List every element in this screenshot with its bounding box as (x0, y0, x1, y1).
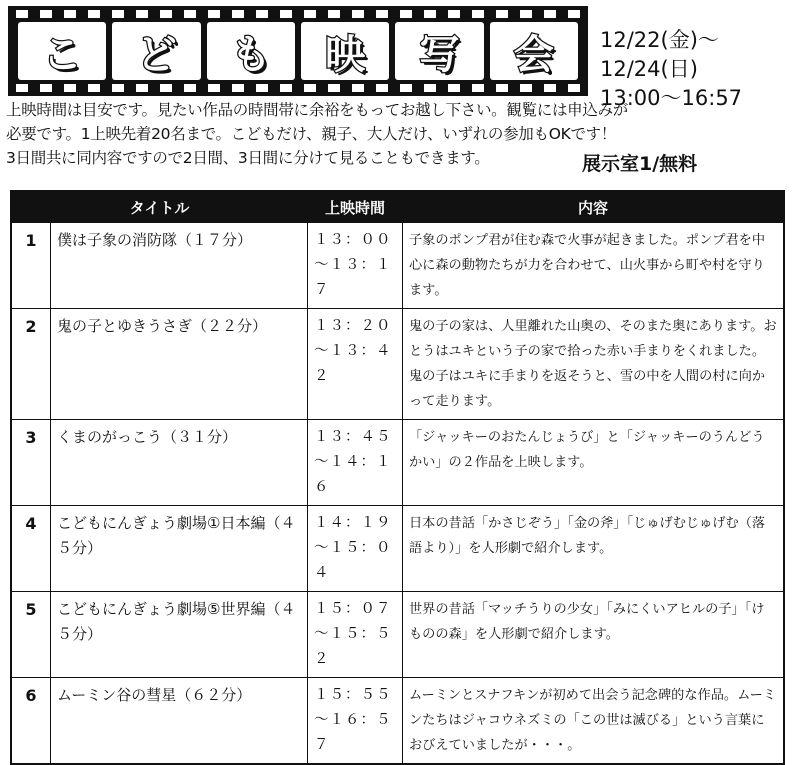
film-perforations-top (16, 10, 580, 18)
movie-description: 鬼の子の家は、人里離れた山奥の、そのまた奥にあります。おとうはユキという子の家で拾った赤い手まりをくれました。鬼の子はユキに手まりを返そうと、雪の中を人間の村に向かって走ります。 (403, 309, 785, 420)
movie-title: こどもにんぎょう劇場①日本編（４５分） (51, 506, 308, 592)
time-range: 13:00〜16:57 (600, 86, 743, 110)
title-frame (301, 22, 389, 80)
notice-line: 必要です。1上映先着20名まで。こどもだけ、親子、大人だけ、いずれの参加もOKです！ (6, 125, 617, 143)
movie-description: 日本の昔話「かさじぞう」「金の斧」「じゅげむじゅげむ（落語より）」を人形劇で紹介します。 (403, 506, 785, 592)
table-row (11, 678, 784, 765)
title-char: ど (136, 31, 177, 78)
title-char: 会 (513, 31, 554, 78)
showtime: １３：２０ 〜１３：４２ (308, 309, 403, 420)
showtime: １３：４５ 〜１４：１６ (308, 420, 403, 506)
notice-line: 3日間共に同内容ですので2日間、3日間に分けて見ることもできます。 (6, 149, 490, 167)
movie-description: 子象のポンプ君が住む森で火事が起きました。ポンプ君を中心に森の動物たちが力を合わせて、山火事から町や村を守ります。 (403, 223, 785, 309)
schedule-table (10, 190, 785, 765)
showtime: １４：１９ 〜１５：０４ (308, 506, 403, 592)
title-char: こ (42, 31, 83, 78)
row-number: 2 (11, 309, 51, 420)
movie-description: 世界の昔話「マッチうりの少女」「みにくいアヒルの子」「けものの森」を人形劇で紹介します。 (403, 592, 785, 678)
header-content: 内容 (403, 191, 785, 223)
movie-description: 「ジャッキーのおたんじょうび」と「ジャッキーのうんどうかい」の２作品を上映します。 (403, 420, 785, 506)
title-frame (395, 22, 483, 80)
date-range: 12/22(金)〜12/24(日) (600, 28, 719, 81)
row-number: 4 (11, 506, 51, 592)
movie-title: 鬼の子とゆきうさぎ（２２分） (51, 309, 308, 420)
title-char: 映 (325, 31, 366, 78)
title-char: も (230, 31, 271, 78)
title-char: 写 (419, 31, 460, 78)
title-frame (18, 22, 106, 80)
venue-label: 展示室1/無料 (582, 153, 698, 175)
movie-title: 僕は子象の消防隊（１７分） (51, 223, 308, 309)
title-frame (207, 22, 295, 80)
title-frames (18, 22, 578, 80)
table-row (11, 309, 784, 420)
header-title: タイトル (11, 191, 308, 223)
row-number: 5 (11, 592, 51, 678)
showtime: １３：００ 〜１３：１７ (308, 223, 403, 309)
title-frame (490, 22, 578, 80)
notice-line: 上映時間は目安です。見たい作品の時間帯に余裕をもってお越し下さい。観覧には申込みが (6, 101, 628, 119)
header-time: 上映時間 (308, 191, 403, 223)
film-perforations-bottom (16, 84, 580, 92)
movie-title: くまのがっこう（３１分） (51, 420, 308, 506)
table-row (11, 506, 784, 592)
row-number: 6 (11, 678, 51, 765)
table-row (11, 420, 784, 506)
table-row (11, 592, 784, 678)
row-number: 3 (11, 420, 51, 506)
row-number: 1 (11, 223, 51, 309)
showtime: １５：５５ 〜１６：５７ (308, 678, 403, 765)
movie-title: こどもにんぎょう劇場⑤世界編（４５分） (51, 592, 308, 678)
table-header-row (11, 191, 784, 223)
movie-description: ムーミンとスナフキンが初めて出会う記念碑的な作品。ムーミンたちはジャコウネズミの「この世は滅びる」という言葉におびえていましたが・・・。 (403, 678, 785, 765)
movie-title: ムーミン谷の彗星（６２分） (51, 678, 308, 765)
film-strip-title (8, 6, 588, 96)
title-frame (112, 22, 200, 80)
showtime: １５：０７ 〜１５：５２ (308, 592, 403, 678)
table-row (11, 223, 784, 309)
